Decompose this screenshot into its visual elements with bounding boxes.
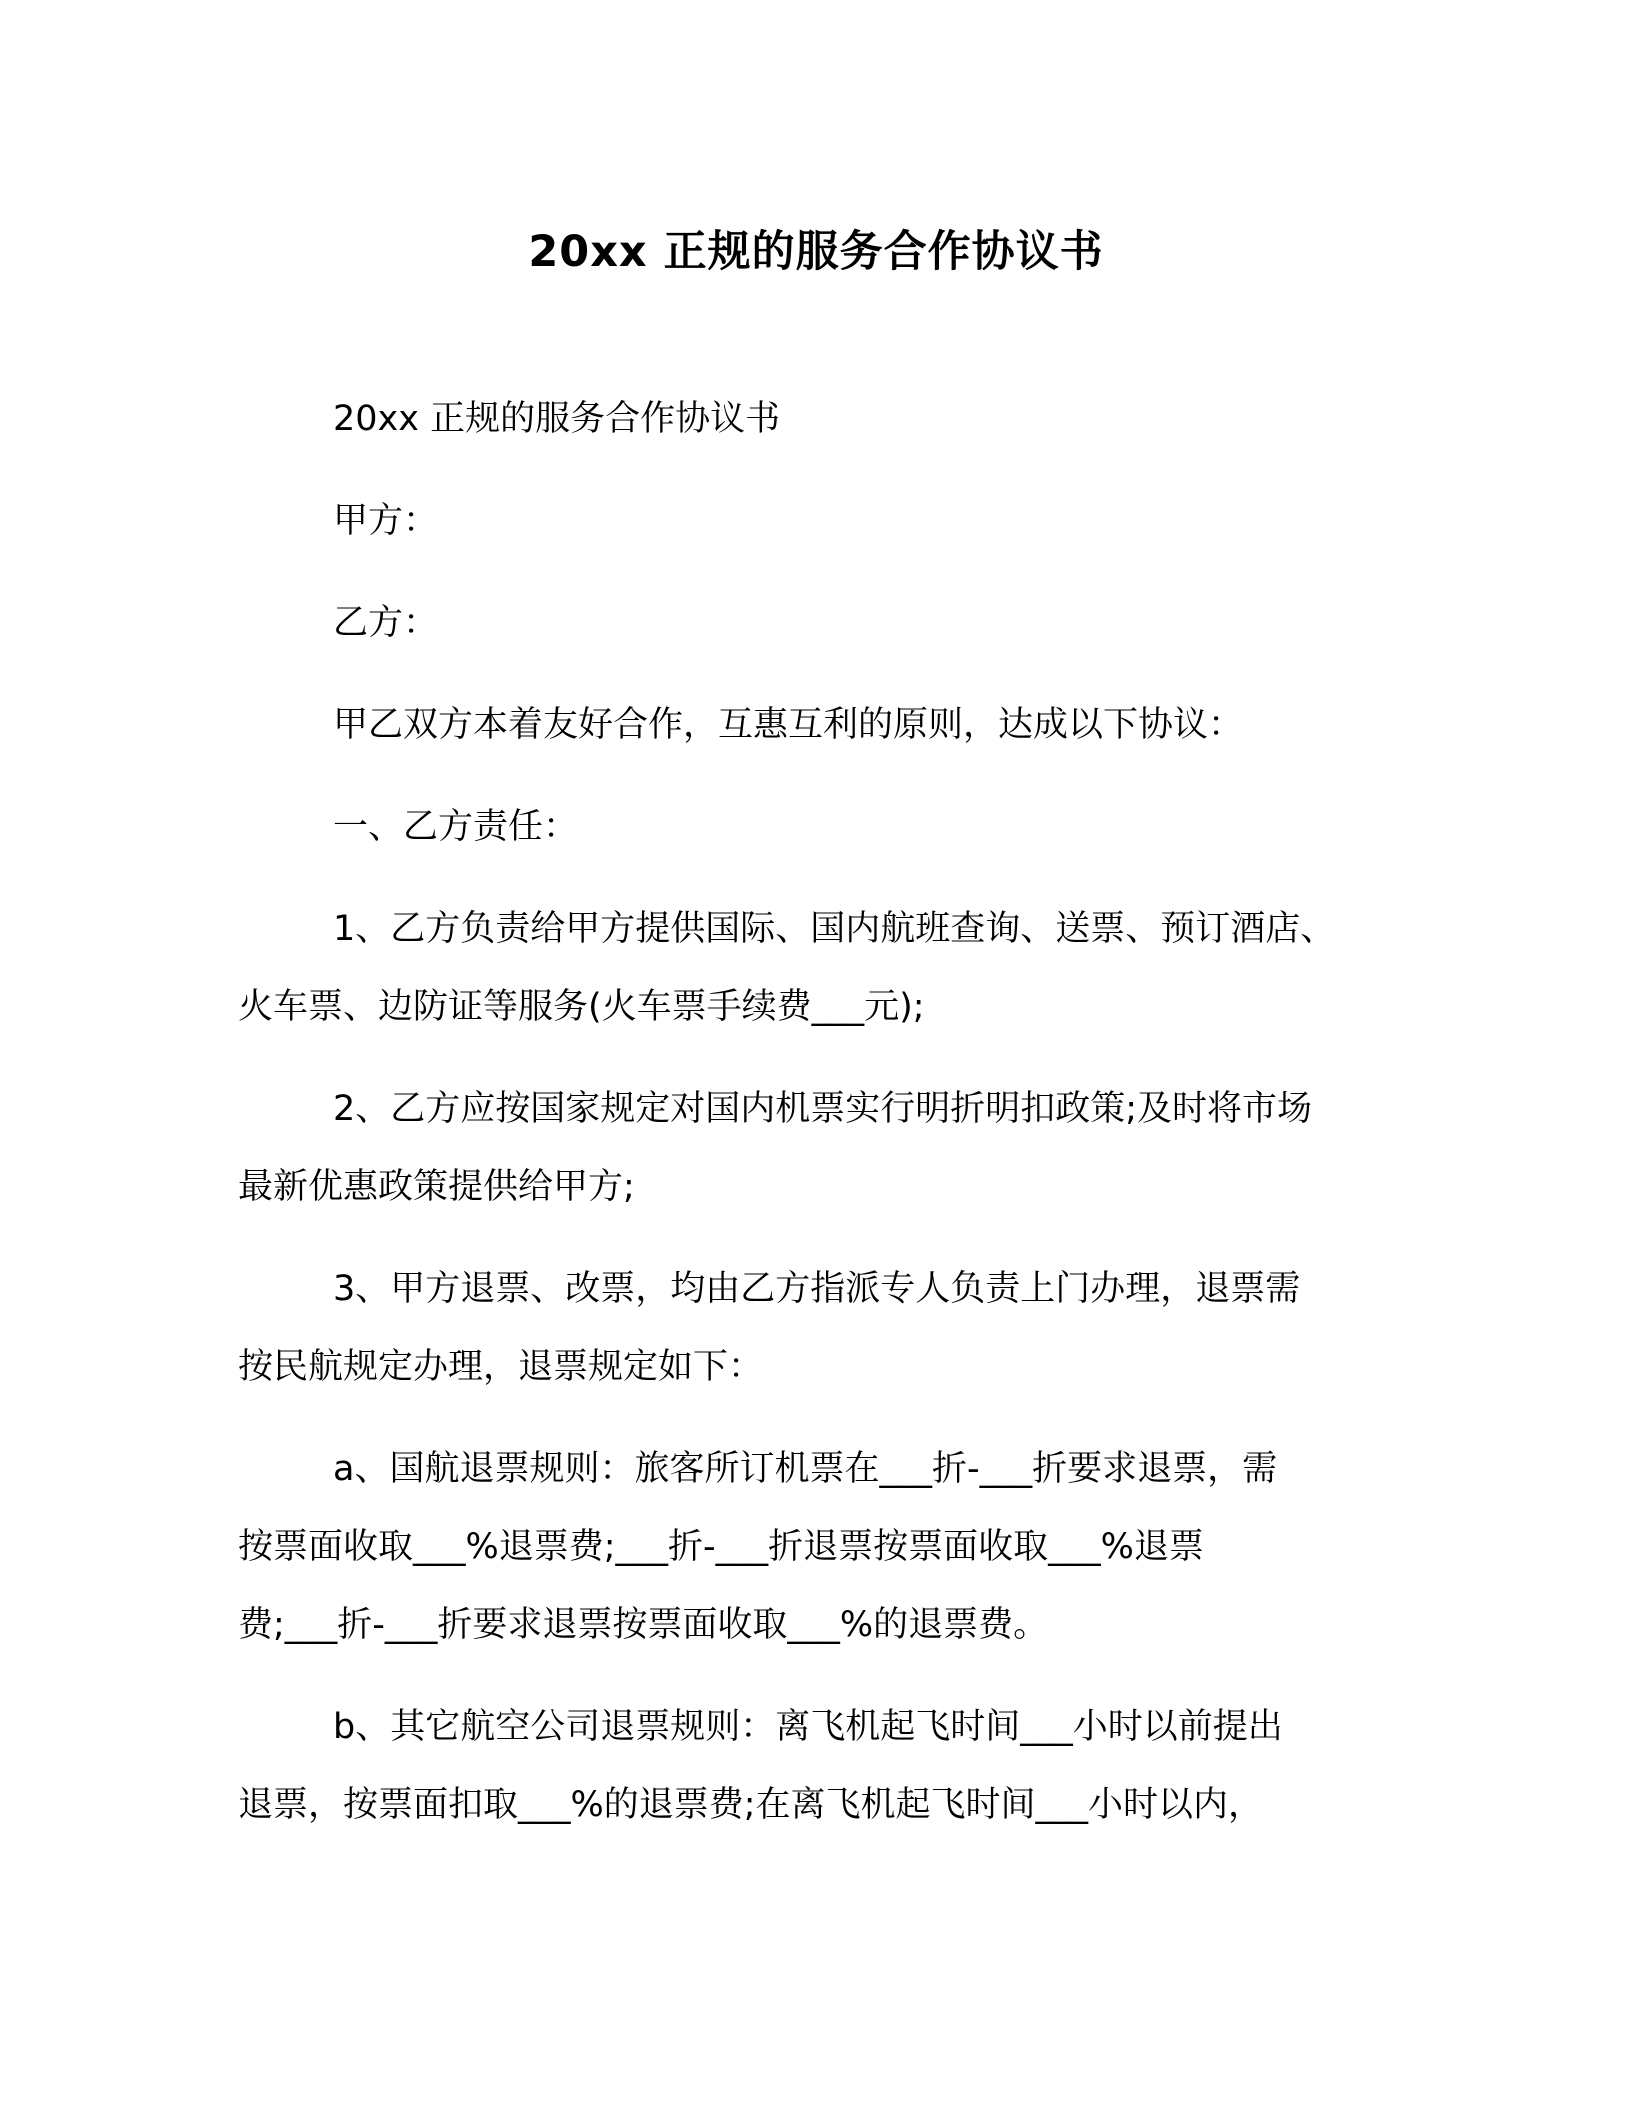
- section-heading-party-b-duties: 一、乙方责任：: [333, 807, 579, 847]
- clause-3-line-1: 3、甲方退票、改票，均由乙方指派专人负责上门办理，退票需: [333, 1269, 1301, 1309]
- clause-b-line-1: b、其它航空公司退票规则：离飞机起飞时间___小时以前提出: [333, 1707, 1283, 1747]
- clause-2-line-2: 最新优惠政策提供给甲方;: [238, 1167, 635, 1207]
- clause-b-line-2: 退票，按票面扣取___%的退票费;在离飞机起飞时间___小时以内，: [238, 1785, 1264, 1825]
- document-title: 20xx 正规的服务合作协议书: [528, 227, 1104, 277]
- party-b-field: 乙方：: [333, 603, 439, 643]
- clause-a-line-2: 按票面收取___%退票费;___折-___折退票按票面收取___%退票: [238, 1527, 1204, 1567]
- clause-a-line-1: a、国航退票规则：旅客所订机票在___折-___折要求退票，需: [333, 1449, 1278, 1489]
- clause-3-line-2: 按民航规定办理，退票规定如下：: [238, 1347, 764, 1387]
- party-a-field: 甲方：: [333, 501, 439, 541]
- clause-a-line-3: 费;___折-___折要求退票按票面收取___%的退票费。: [238, 1605, 1049, 1645]
- intro-paragraph: 甲乙双方本着友好合作，互惠互利的原则，达成以下协议：: [333, 705, 1244, 745]
- clause-1-line-2: 火车票、边防证等服务(火车票手续费___元);: [238, 987, 925, 1027]
- clause-2-line-1: 2、乙方应按国家规定对国内机票实行明折明扣政策;及时将市场: [333, 1089, 1313, 1129]
- body-heading: 20xx 正规的服务合作协议书: [333, 399, 781, 439]
- clause-1-line-1: 1、乙方负责给甲方提供国际、国内航班查询、送票、预订酒店、: [333, 909, 1336, 949]
